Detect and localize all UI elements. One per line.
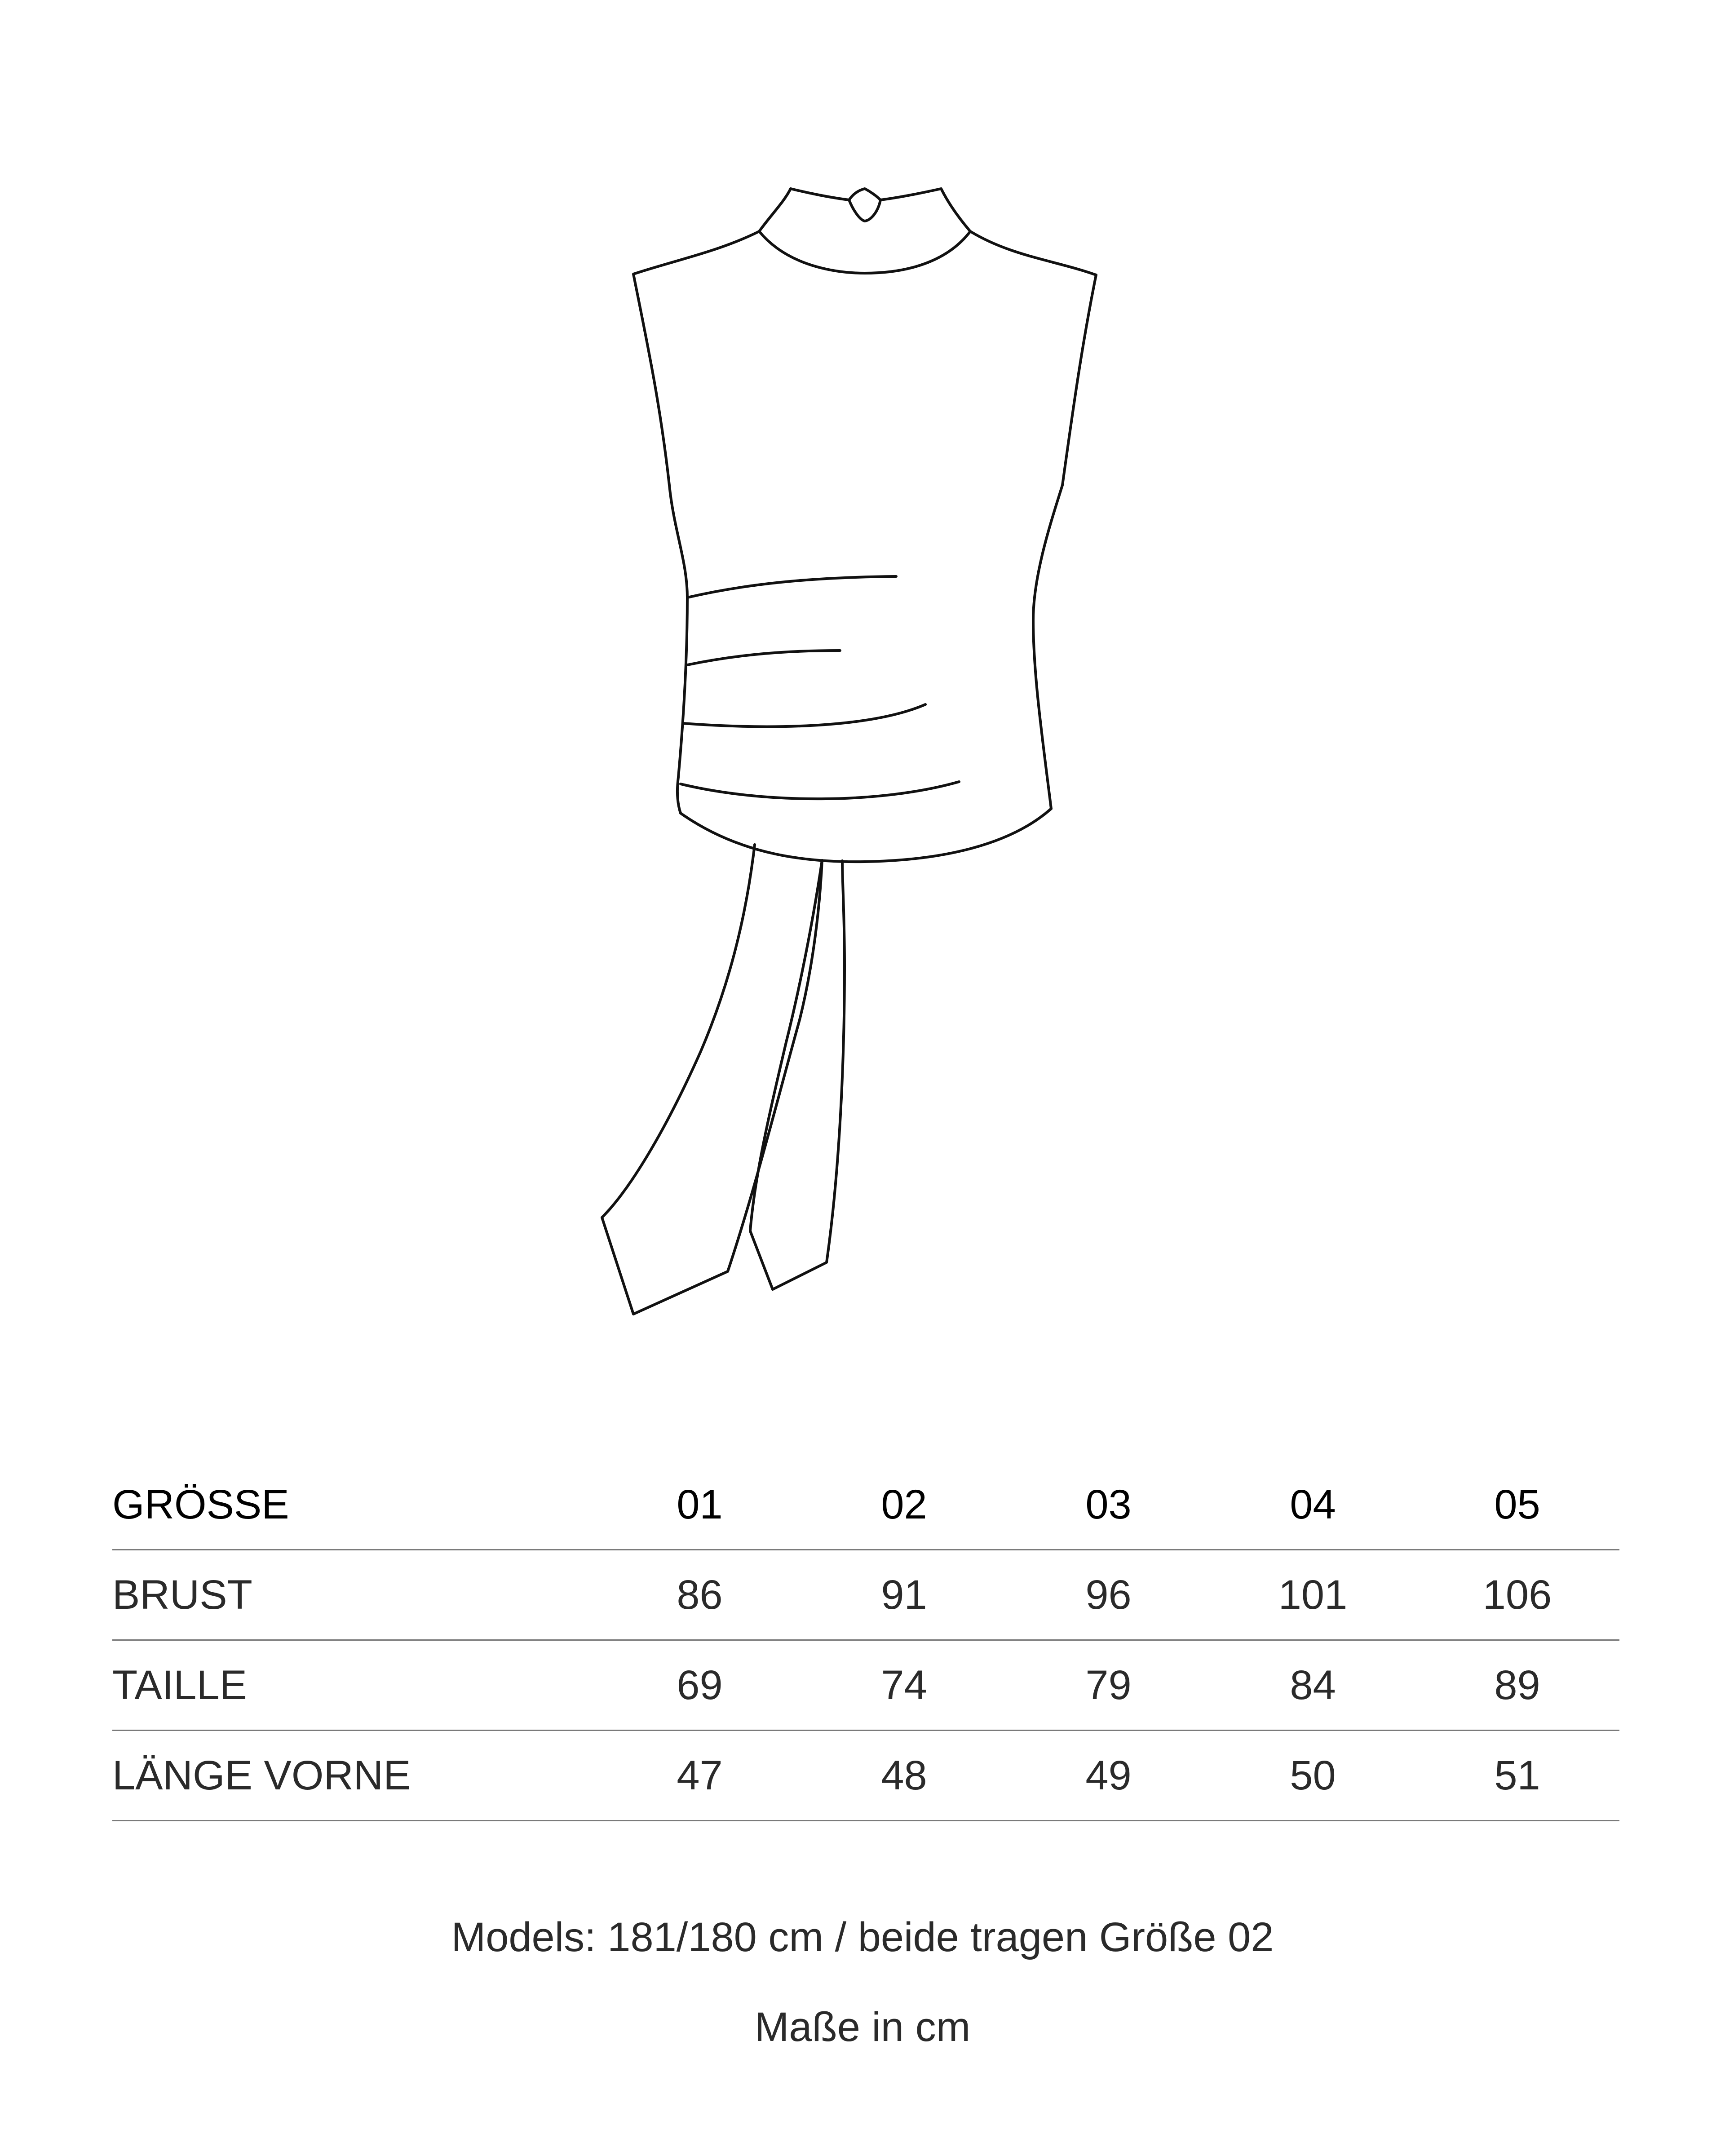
laenge-vorne-02: 48 — [881, 1752, 927, 1798]
size-header-label: GRÖSSE — [112, 1481, 289, 1527]
taille-04: 84 — [1290, 1662, 1336, 1708]
table-row-laenge-vorne — [112, 1731, 1619, 1821]
size-header-row — [112, 1460, 1619, 1550]
collar-outer — [759, 189, 791, 231]
collar-outer-right — [941, 189, 970, 231]
units-note: Maße in cm — [754, 2004, 971, 2050]
body-right-edge — [970, 231, 1096, 809]
taille-01: 69 — [677, 1662, 723, 1708]
laenge-vorne-03: 49 — [1085, 1752, 1132, 1798]
brust-02: 91 — [881, 1572, 927, 1618]
laenge-vorne-04: 50 — [1290, 1752, 1336, 1798]
tie-right — [750, 860, 845, 1289]
size-header-01: 01 — [677, 1481, 723, 1527]
taille-02: 74 — [881, 1662, 927, 1708]
brust-05: 106 — [1482, 1572, 1552, 1618]
brust-04: 101 — [1278, 1572, 1348, 1618]
collar-top-right — [880, 189, 941, 200]
laenge-vorne-01: 47 — [677, 1752, 723, 1798]
brust-03: 96 — [1085, 1572, 1132, 1618]
size-header-05: 05 — [1494, 1481, 1540, 1527]
hem — [681, 809, 1051, 862]
neckline — [759, 231, 970, 273]
row-label-laenge-vorne: LÄNGE VORNE — [112, 1752, 411, 1798]
pleat-1 — [687, 576, 896, 598]
tie-left — [602, 845, 822, 1314]
table-row-brust — [112, 1550, 1619, 1640]
size-table — [112, 1460, 1619, 1821]
row-label-brust: BRUST — [112, 1572, 252, 1618]
row-label-taille: TAILLE — [112, 1662, 247, 1708]
size-header-02: 02 — [881, 1481, 927, 1527]
size-header-03: 03 — [1085, 1481, 1132, 1527]
pleat-3 — [683, 704, 925, 726]
table-row-taille — [112, 1640, 1619, 1731]
taille-03: 79 — [1085, 1662, 1132, 1708]
models-note: Models: 181/180 cm / beide tragen Größe 02 — [451, 1914, 1274, 1960]
size-header-04: 04 — [1290, 1481, 1336, 1527]
button-loop — [849, 189, 880, 221]
taille-05: 89 — [1494, 1662, 1540, 1708]
brust-01: 86 — [677, 1572, 723, 1618]
laenge-vorne-05: 51 — [1494, 1752, 1540, 1798]
pleat-4 — [681, 782, 959, 799]
pleat-2 — [687, 651, 840, 665]
collar-top-left — [791, 189, 849, 200]
